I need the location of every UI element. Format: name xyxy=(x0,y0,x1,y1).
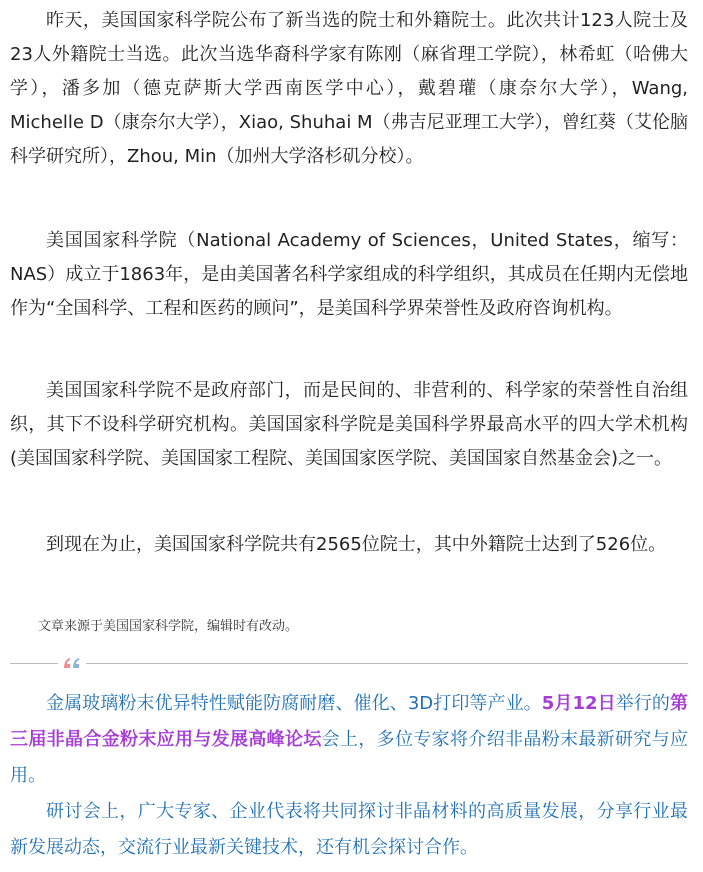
paragraph-nas-intro: 美国国家科学院（National Academy of Sciences，United States，缩写：NAS）成立于1863年，是由美国著名科学家组成的科学组织，其成员在任期内无偿地作为“全国科学、工程和医药的顾问”，是美国科学界荣誉性及政府咨询机构。 xyxy=(10,230,688,319)
paragraph-new-academicians: 昨天，美国国家科学院公布了新当选的院士和外籍院士。此次共计123人院士及23人外籍院士当选。此次当选华裔科学家有陈刚（麻省理工学院），林希虹（哈佛大学），潘多加（德克萨斯大学西南医学中心），戴碧瓘（康奈尔大学），Wang, Michelle D（康奈尔大学），Xiao, Shuhai M（弗吉尼亚理工大学），曾红葵（艾伦脑科学研究所），Zhou, Min（加州大学洛杉矶分校）。 xyxy=(10,10,688,167)
promo-connector-text: 举行的 xyxy=(615,693,671,714)
promo-intro-text: 金属玻璃粉末优异特性赋能防腐耐磨、催化、3D打印等产业。 xyxy=(46,693,542,714)
promo-detail-text: 会上，多位专家将介绍非晶粉末最新研究与应用。 xyxy=(10,729,689,786)
promo-paragraph-discussion: 研讨会上，广大专家、企业代表将共同探讨非晶材料的高质量发展，分享行业最新发展动态，交流行业最新关键技术，还有机会探讨合作。 xyxy=(10,801,688,858)
forum-date: 5月12日 xyxy=(541,693,616,714)
paragraph-nas-nature: 美国国家科学院不是政府部门，而是民间的、非营利的、科学家的荣誉性自治组织，其下不设科学研究机构。美国国家科学院是美国科学界最高水平的四大学术机构(美国国家科学院、美国国家工程院、美国国家医学院、美国国家自然基金会)之一。 xyxy=(10,380,688,469)
quote-icon xyxy=(58,653,86,673)
paragraph-member-count: 到现在为止，美国国家科学院共有2565位院士，其中外籍院士达到了526位。 xyxy=(46,534,667,555)
quote-icon-svg xyxy=(62,656,82,670)
promo-paragraph-forum xyxy=(10,686,688,794)
section-divider xyxy=(10,663,688,664)
forum-name: 第三届非晶合金粉末应用与发展高峰论坛 xyxy=(10,693,689,750)
source-note: 文章来源于美国国家科学院，编辑时有改动。 xyxy=(38,619,299,634)
